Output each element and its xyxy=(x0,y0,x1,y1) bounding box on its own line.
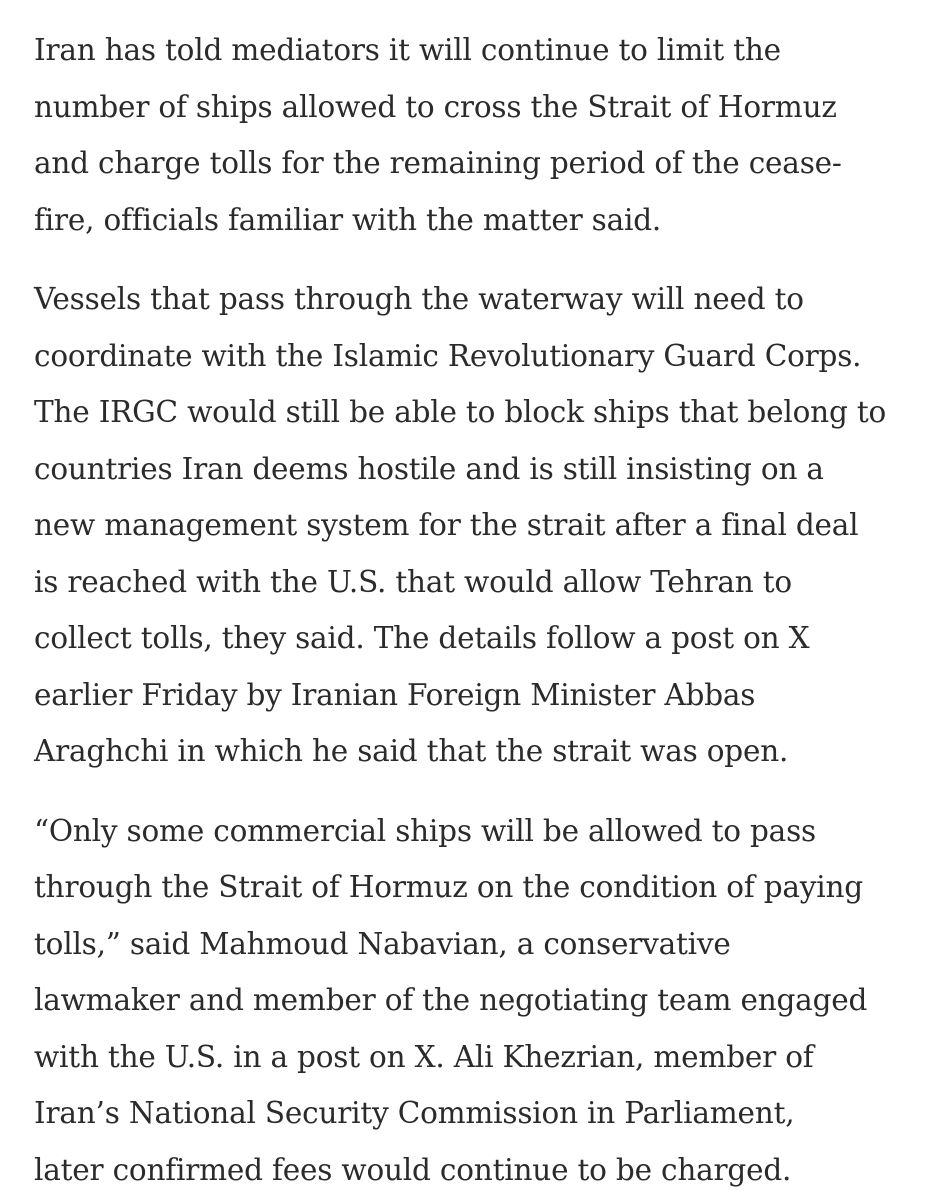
text-line: Vessels that pass through the waterway will need to xyxy=(34,282,804,316)
paragraph-2 xyxy=(34,271,913,780)
text-line: new management system for the strait after a final deal xyxy=(34,508,859,542)
text-line: countries Iran deems hostile and is still insisting on a xyxy=(34,451,824,486)
text-line: number of ships allowed to cross the Strait of Hormuz xyxy=(34,89,837,124)
text-line: later confirmed fees would continue to be charged. xyxy=(34,1152,792,1187)
text-line: tolls,” said Mahmoud Nabavian, a conservative xyxy=(34,926,731,961)
text-line: through the Strait of Hormuz on the condition of paying xyxy=(34,870,863,904)
text-line: “Only some commercial ships will be allowed to pass xyxy=(34,813,816,848)
text-line: is reached with the U.S. that would allow Tehran to xyxy=(34,564,792,599)
paragraph-1 xyxy=(34,22,913,248)
text-line: fire, officials familiar with the matter said. xyxy=(34,202,662,237)
paragraph-3 xyxy=(34,803,913,1199)
text-line: Iran has told mediators it will continue to limit the xyxy=(34,33,781,67)
text-line: Iran’s National Security Commission in Parliament, xyxy=(34,1096,795,1130)
text-line: and charge tolls for the remaining period of the cease- xyxy=(34,146,842,180)
text-line: with the U.S. in a post on X. Ali Khezrian, member of xyxy=(34,1039,814,1074)
text-line: lawmaker and member of the negotiating team engaged xyxy=(34,983,868,1017)
text-line: coordinate with the Islamic Revolutionary Guard Corps. xyxy=(34,338,862,373)
text-line: The IRGC would still be able to block ships that belong to xyxy=(34,395,887,429)
text-line: collect tolls, they said. The details follow a post on X xyxy=(34,621,810,655)
text-line: earlier Friday by Iranian Foreign Minister Abbas xyxy=(34,677,756,712)
text-line: Araghchi in which he said that the strait was open. xyxy=(34,734,789,768)
